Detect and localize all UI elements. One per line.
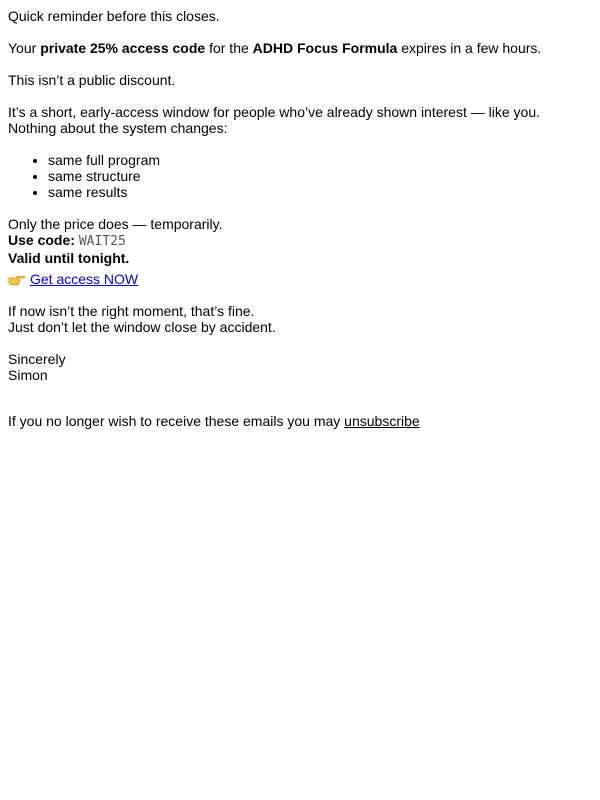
footer-text: If you no longer wish to receive these emails you may [8,413,345,429]
footer [8,413,592,429]
window-line: It’s a short, early-access window for people who’ve already shown interest — like you. [8,104,540,120]
list-item: • same full program [48,152,592,168]
expiry-prefix: Your [8,40,41,56]
signoff-block [8,351,592,383]
nothing-changes-line: Nothing about the system changes: [8,120,228,136]
window-paragraph [8,104,592,136]
list-item: • same structure [48,168,592,184]
reminder-line: Quick reminder before this closes. [8,8,220,24]
not-public-line: This isn’t a public discount. [8,72,176,88]
list-item: • same results [48,184,592,200]
price-paragraph [8,216,592,266]
expiry-paragraph [8,40,592,56]
valid-until-line: Valid until tonight. [8,250,130,266]
signature: Simon [8,367,48,383]
timing-paragraph [8,303,592,335]
cta-line [8,271,592,287]
pointing-hand-icon [8,272,26,286]
timing-line: If now isn’t the right moment, that’s fine. [8,303,255,319]
expiry-middle: for the [205,40,253,56]
dont-miss-line: Just don’t let the window close by accident. [8,319,276,335]
unsubscribe-link[interactable]: unsubscribe [344,413,420,429]
price-line: Only the price does — temporarily. [8,216,223,232]
product-name: ADHD Focus Formula [252,40,398,56]
promo-code: WAIT25 [78,234,126,249]
access-code-label: private 25% access code [40,40,206,56]
benefits-list [8,152,592,200]
get-access-link[interactable]: Get access NOW [30,271,139,287]
use-code-label: Use code: [8,232,79,248]
signoff: Sincerely [8,351,66,367]
expiry-suffix: expires in a few hours. [397,40,542,56]
